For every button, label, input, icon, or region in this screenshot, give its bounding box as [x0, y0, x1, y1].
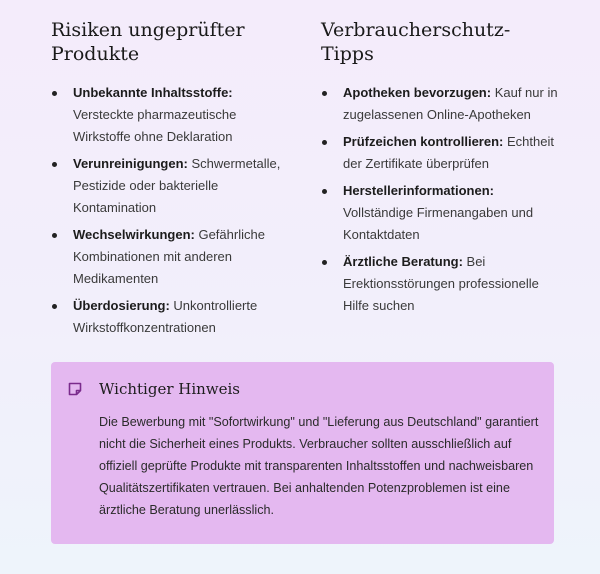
list-item [321, 131, 561, 175]
item-text: Kauf nur in zugelassenen Online-Apotheken [343, 85, 558, 122]
item-label: Apotheken bevorzugen: [343, 85, 492, 100]
list-item [51, 82, 291, 148]
bullet-dot [322, 260, 327, 265]
bullet-dot [52, 91, 57, 96]
bullet-dot [52, 233, 57, 238]
bullet-dot [322, 189, 327, 194]
item-text: Gefährliche Kombinationen mit anderen Medikamenten [73, 227, 265, 286]
sticky-note-icon [67, 381, 83, 397]
item-text: Echtheit der Zertifikate überprüfen [343, 134, 554, 171]
tips-heading: Verbraucherschutz-Tipps [321, 19, 511, 65]
item-label: Ärztliche Beratung: [343, 254, 463, 269]
list-item [51, 224, 291, 290]
notice-text: Die Bewerbung mit "Sofortwirkung" und "Lieferung aus Deutschland" garantiert nicht die Sicherheit eines Produkts. Verbraucher sollten ausschließlich auf offiziell geprüfte Produkte mit transparenten Inhaltsstoffen und nachweisbaren Qualitätszertifikaten vertrauen. Bei anhaltenden Potenzproblemen ist eine ärztliche Beratung unerlässlich. [99, 415, 539, 517]
item-text: Bei Erektionsstörungen professionelle Hilfe suchen [343, 254, 539, 313]
item-label: Unbekannte Inhaltsstoffe: [73, 85, 233, 100]
bullet-dot [52, 162, 57, 167]
notice-header [67, 380, 540, 398]
item-label: Wechselwirkungen: [73, 227, 195, 242]
item-label: Herstellerinformationen: [343, 183, 494, 198]
item-label: Verunreinigungen: [73, 156, 188, 171]
list-item [321, 180, 561, 246]
list-item [321, 251, 561, 317]
item-text: Unkontrollierte Wirkstoffkonzentrationen [73, 298, 258, 335]
list-item [51, 153, 291, 219]
important-notice [51, 362, 554, 544]
risks-column [51, 18, 291, 344]
tips-column [321, 18, 561, 344]
risks-list [51, 82, 291, 339]
bullet-dot [52, 304, 57, 309]
notice-title: Wichtiger Hinweis [99, 380, 241, 398]
list-item [51, 295, 291, 339]
risks-heading: Risiken ungeprüfter Produkte [51, 19, 245, 65]
tips-list [321, 82, 561, 317]
item-text: Schwermetalle, Pestizide oder bakterielle Kontamination [73, 156, 281, 215]
item-label: Prüfzeichen kontrollieren: [343, 134, 504, 149]
list-item [321, 82, 561, 126]
bullet-dot [322, 91, 327, 96]
item-text: Versteckte pharmazeutische Wirkstoffe ohne Deklaration [73, 107, 237, 144]
item-text: Vollständige Firmenangaben und Kontaktdaten [343, 205, 534, 242]
bullet-dot [322, 140, 327, 145]
content-columns [51, 18, 561, 344]
item-label: Überdosierung: [73, 298, 170, 313]
